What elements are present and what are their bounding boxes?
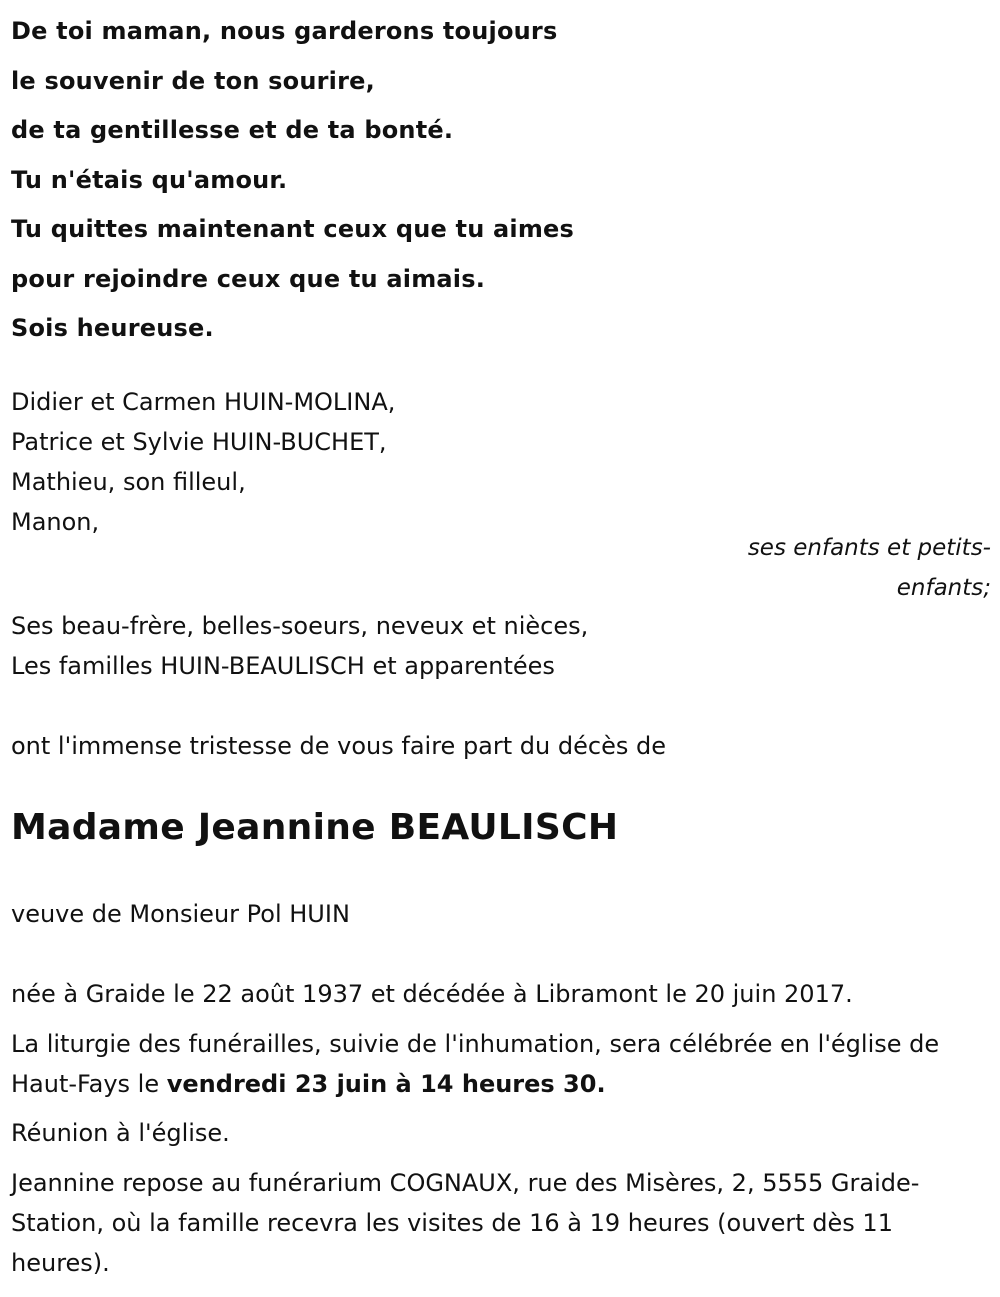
obituary-page (11, 0, 991, 1297)
poem-line: Sois heureuse. (11, 314, 214, 342)
extended-family-list (11, 606, 588, 686)
liturgy-text: La liturgie des funérailles, suivie de l'inhumation, sera célébrée en l'église de Haut-Fays le (11, 1030, 940, 1098)
poem (11, 7, 574, 354)
liturgy-paragraph (11, 1024, 991, 1104)
poem-line: Tu n'étais qu'amour. (11, 165, 288, 194)
poem-line: le souvenir de ton sourire, (11, 66, 375, 95)
poem-line: Tu quittes maintenant ceux que tu aimes (11, 215, 575, 243)
reunion-text: Réunion à l'église. (11, 1119, 230, 1147)
family-member: Ses beau-frère, belles-soeurs, neveux et nièces, (11, 612, 589, 640)
announcement-text: ont l'immense tristesse de vous faire part du décès de (11, 732, 666, 760)
poem-line: De toi maman, nous garderons toujours (11, 17, 558, 45)
family-member: Didier et Carmen HUIN-MOLINA, (11, 388, 396, 416)
children-relation: ses enfants et petits-enfants; (747, 535, 991, 601)
family-member: Manon, (11, 508, 100, 536)
poem-line: pour rejoindre ceux que tu aimais. (11, 264, 486, 293)
birth-death-dates: née à Graide le 22 août 1937 et décédée à Libramont le 20 juin 2017. (11, 980, 853, 1008)
family-member: Mathieu, son filleul, (11, 468, 246, 496)
deceased-name: Madame Jeannine BEAULISCH (11, 807, 619, 848)
family-member: Patrice et Sylvie HUIN-BUCHET, (11, 428, 387, 456)
poem-line: de ta gentillesse et de ta bonté. (11, 116, 454, 144)
liturgy-datetime: vendredi 23 juin à 14 heures 30. (166, 1070, 606, 1098)
family-member: Les familles HUIN-BEAULISCH et apparentées (11, 652, 555, 680)
funerarium-paragraph: Jeannine repose au funérarium COGNAUX, rue des Misères, 2, 5555 Graide-Station, où la famille recevra les visites de 16 à 19 heures (ouvert dès 11 heures). (11, 1169, 920, 1277)
widow-of: veuve de Monsieur Pol HUIN (11, 900, 350, 928)
children-list (11, 382, 395, 542)
